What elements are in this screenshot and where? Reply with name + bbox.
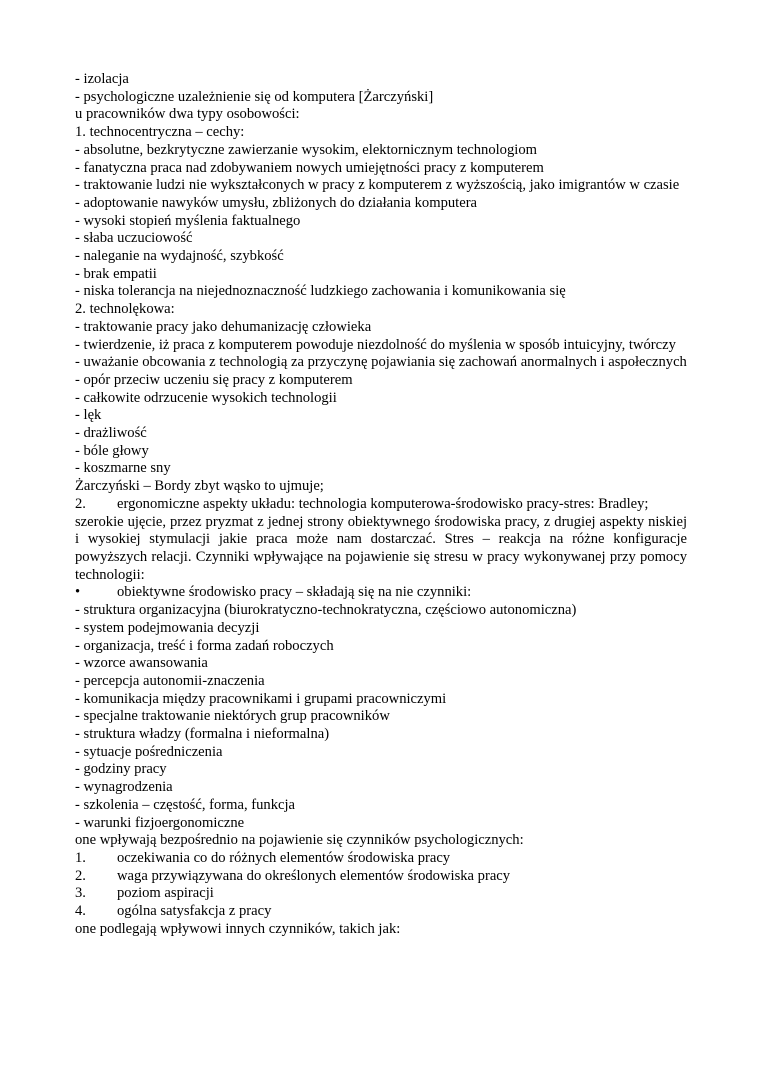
text-line: one podlegają wpływowi innych czynników, takich jak: [75, 920, 401, 937]
text-line: - brak empatii [75, 265, 157, 282]
list-number: 4. [75, 903, 86, 920]
paragraph-intuicyjny: - twierdzenie, iż praca z komputerem powoduje niezdolność do myślenia w sposób intuicyjny, twórczy [75, 336, 676, 353]
text-line: 1. technocentryczna – cechy: [75, 124, 245, 141]
text-line: - izolacja [75, 71, 129, 87]
ergonomiczne-first-line: ergonomiczne aspekty układu: technologia komputerowa-środowisko pracy-stres: Bradley; [117, 495, 649, 512]
text-line: - opór przeciw uczeniu się pracy z komputerem [75, 371, 353, 388]
text-line: - warunki fizjoergonomiczne [75, 814, 245, 831]
text-line: one wpływają bezpośrednio na pojawienie się czynników psychologicznych: [75, 832, 524, 849]
text-line: - sytuacje pośredniczenia [75, 743, 223, 760]
text-line: - lęk [75, 407, 102, 424]
paragraph-imigranci: - traktowanie ludzi nie wykształconych w pracy z komputerem z wyższością, jako imigrantów w czasie [75, 177, 680, 194]
list-number: 3. [75, 885, 86, 902]
numbered-item [75, 850, 687, 868]
text-line: - absolutne, bezkrytyczne zawierzanie wysokim, elektornicznym technologiom [75, 141, 537, 158]
text-line: - adoptowanie nawyków umysłu, zbliżonych do działania komputera [75, 194, 478, 211]
text-line: - organizacja, treść i forma zadań roboczych [75, 637, 334, 654]
text-line: - naleganie na wydajność, szybkość [75, 248, 284, 265]
text-line: - drażliwość [75, 425, 147, 442]
numbered-item [75, 868, 687, 886]
numbered-item [75, 885, 687, 903]
text-line: - szkolenia – częstość, forma, funkcja [75, 796, 296, 813]
text-line: - fanatyczna praca nad zdobywaniem nowych umiejętności pracy z komputerem [75, 159, 544, 176]
numbered-text: poziom aspiracji [117, 885, 214, 902]
numbered-text: waga przywiązywana do określonych elementów środowiska pracy [117, 867, 511, 884]
text-line: - koszmarne sny [75, 460, 171, 477]
paragraph-anormalnych: - uważanie obcowania z technologią za przyczynę pojawiania się zachowań anormalnych i aspołecznych [75, 354, 687, 371]
bullet-item [75, 584, 687, 602]
text-line: - system podejmowania decyzji [75, 619, 260, 636]
text-line: - godziny pracy [75, 761, 167, 778]
text-line: - specjalne traktowanie niektórych grup pracowników [75, 708, 390, 725]
text-line: - percepcja autonomii-znaczenia [75, 672, 265, 689]
paragraph-ergonomiczne: szerokie ujęcie, przez pryzmat z jednej strony obiektywnego środowiska pracy, z drugiej aspekty niskiej i wysokiej stymulacji jakie praca może nam dostarczać. Stres – reakcja na różne konfiguracje powyższych relacji. Czynniki wpływające na pojawienie się stresu w pracy wykonywanej przy pomocy technologii: [75, 513, 687, 583]
list-number: 2. [75, 495, 86, 512]
numbered-text: ogólna satysfakcja z pracy [117, 903, 272, 920]
text-line: - struktura organizacyjna (biurokratyczno-technokratyczna, częściowo autonomiczna) [75, 602, 577, 619]
document-body [75, 71, 687, 938]
text-line: u pracowników dwa typy osobowości: [75, 106, 300, 123]
text-line: - słaba uczuciowość [75, 230, 193, 247]
text-line: Żarczyński – Bordy zbyt wąsko to ujmuje; [75, 478, 324, 495]
text-line: - traktowanie pracy jako dehumanizację człowieka [75, 318, 372, 335]
text-line: - wynagrodzenia [75, 779, 173, 796]
numbered-item [75, 903, 687, 921]
bullet-text: obiektywne środowisko pracy – składają się na nie czynniki: [117, 584, 472, 601]
text-line: - wysoki stopień myślenia faktualnego [75, 212, 301, 229]
text-line: - komunikacja między pracownikami i grupami pracowniczymi [75, 690, 447, 707]
text-line: - wzorce awansowania [75, 655, 208, 672]
list-number: 1. [75, 849, 86, 866]
ergonomiczne-heading [75, 496, 687, 514]
numbered-text: oczekiwania co do różnych elementów środowiska pracy [117, 849, 451, 866]
text-line: 2. technolękowa: [75, 301, 175, 318]
bullet-icon: • [75, 584, 81, 601]
list-number: 2. [75, 867, 86, 884]
text-line: - całkowite odrzucenie wysokich technologii [75, 389, 337, 406]
text-line: - niska tolerancja na niejednoznaczność ludzkiego zachowania i komunikowania się [75, 283, 566, 300]
text-line: - psychologiczne uzależnienie się od komputera [Żarczyński] [75, 88, 434, 105]
text-line: - bóle głowy [75, 442, 149, 459]
text-line: - struktura władzy (formalna i nieformalna) [75, 726, 330, 743]
